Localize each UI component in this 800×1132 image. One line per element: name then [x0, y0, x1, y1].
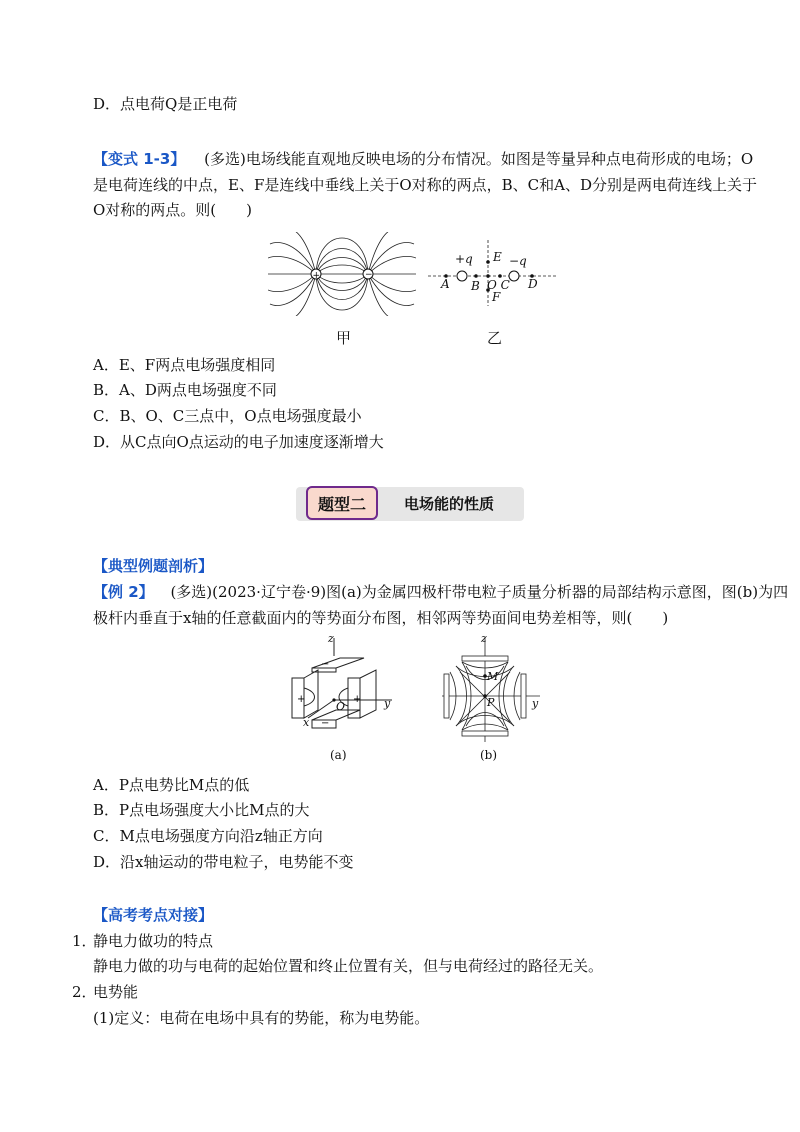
svg-text:+: + [353, 694, 362, 705]
label-plus-q: +q [455, 252, 473, 266]
example-option-d: D．沿x轴运动的带电粒子，电势能不变 [93, 853, 354, 871]
svg-text:−: − [365, 270, 373, 280]
axis-O-a: O [336, 700, 346, 713]
axis-x-a: x [303, 716, 310, 729]
point-2-num: 2． [72, 983, 97, 1001]
quadrupole-structure-figure [284, 636, 394, 744]
point-2-body: (1)定义：电荷在电场中具有的势能，称为电势能。 [93, 1009, 430, 1027]
analysis-tag: 【典型例题剖析】 [93, 557, 214, 575]
variant-option-d: D．从C点向O点运动的电子加速度逐渐增大 [93, 433, 384, 451]
variant-tag: 【变式 1-3】 [93, 150, 186, 168]
variant-option-c: C．B、O、C三点中，O点电场强度最小 [93, 407, 362, 425]
svg-text:−: − [321, 718, 330, 729]
variant-stem-3: O对称的两点。则( ) [93, 201, 253, 219]
point-1-title: 静电力做功的特点 [93, 932, 214, 950]
example-option-c: C．M点电场强度方向沿z轴正方向 [93, 827, 323, 845]
label-A: A [441, 277, 450, 291]
section-banner-label: 题型二 [306, 486, 378, 520]
example-stem-1: (多选)(2023·辽宁卷·9)图(a)为金属四极杆带电粒子质量分析器的局部结构示意图，图(b)为四 [170, 583, 789, 601]
figure-yi-caption: 乙 [487, 329, 503, 347]
gaokao-tag: 【高考考点对接】 [93, 906, 214, 924]
example-stem-2: 极杆内垂直于x轴的任意截面内的等势面分布图，相邻两等势面间电势差相等，则( ) [93, 609, 669, 627]
svg-text:+: + [297, 694, 306, 705]
label-F: F [492, 290, 501, 304]
prev-option-d: D．点电荷Q是正电荷 [93, 95, 238, 113]
point-P-label: P [487, 696, 495, 709]
axis-y-b: y [532, 697, 539, 710]
figure-jia-caption: 甲 [336, 329, 352, 347]
variant-option-a: A．E、F两点电场强度相同 [93, 356, 276, 374]
example-option-b: B．P点电场强度大小比M点的大 [93, 801, 310, 819]
example-option-a: A．P点电势比M点的低 [93, 776, 250, 794]
variant-stem-2: 是电荷连线的中点，E、F是连线中垂线上关于O对称的两点，B、C和A、D分别是两电荷连线上关于 [93, 176, 758, 194]
figure-a-caption: (a) [330, 748, 347, 762]
label-E: E [493, 250, 502, 264]
label-B: B [471, 279, 480, 293]
label-D: D [528, 277, 538, 291]
equipotential-figure [440, 636, 542, 744]
svg-text:−: − [321, 659, 330, 670]
variant-line-1 [93, 148, 753, 170]
section-banner-title: 电场能的性质 [404, 495, 495, 513]
axis-z-a: z [328, 632, 334, 645]
dipole-field-figure [268, 232, 416, 316]
svg-text:+: + [312, 271, 321, 281]
variant-option-b: B．A、D两点电场强度不同 [93, 381, 277, 399]
label-minus-q: −q [509, 254, 527, 268]
point-M-label: M [487, 670, 499, 683]
example-line-1 [93, 581, 788, 603]
example-tag: 【例 2】 [93, 583, 154, 601]
variant-stem-1: (多选)电场线能直观地反映电场的分布情况。如图是等量异种点电荷形成的电场；O [204, 150, 754, 168]
axis-y-a: y [384, 697, 391, 710]
axis-z-b: z [481, 632, 487, 645]
figure-b-caption: (b) [480, 748, 498, 762]
point-2-title: 电势能 [93, 983, 139, 1001]
point-1-body: 静电力做的功与电荷的起始位置和终止位置有关，但与电荷经过的路径无关。 [93, 957, 604, 975]
point-1-num: 1． [72, 932, 97, 950]
label-O-C: O C [487, 278, 510, 292]
